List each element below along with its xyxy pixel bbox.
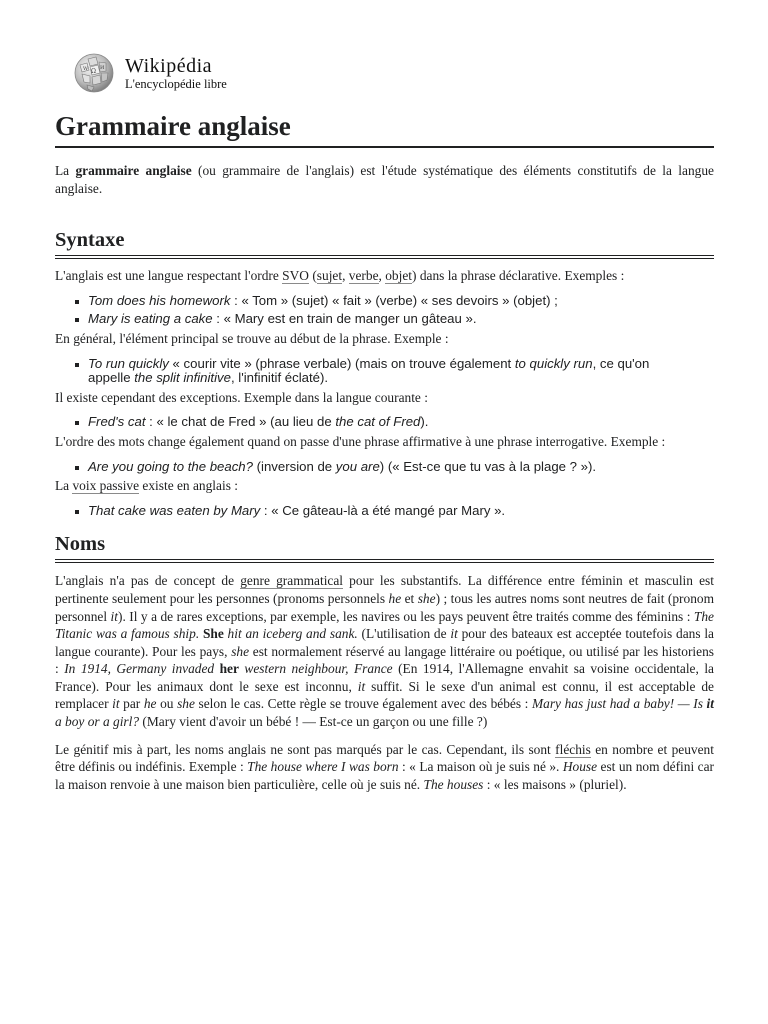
list-item: To run quickly « courir vite » (phrase verbale) (mais on trouve également to quickly run, ce qu'on appelle the split infinitive, l'infinitif éclaté). [88, 357, 694, 386]
article-content [55, 162, 714, 793]
link-voix-passive[interactable]: voix passive [72, 478, 140, 494]
svg-text:Ω: Ω [91, 68, 96, 75]
site-logo[interactable] [71, 51, 251, 96]
example-list-4 [55, 460, 714, 475]
list-item: Fred's cat : « le chat de Fred » (au lieu de the cat of Fred). [88, 415, 714, 430]
syntaxe-paragraph-1: L'anglais est une langue respectant l'ordre SVO (sujet, verbe, objet) dans la phrase déclarative. Exemples : [55, 268, 625, 284]
page-title: Grammaire anglaise [55, 109, 714, 148]
example-list-3 [55, 415, 714, 430]
syntaxe-paragraph-5: La voix passive existe en anglais : [55, 478, 238, 494]
link-verbe[interactable]: verbe [348, 268, 379, 284]
noms-paragraph-2: Le génitif mis à part, les noms anglais ne sont pas marqués par le cas. Cependant, ils sont fléchis en nombre et peuvent être définis ou indéfinis. Exemple : The house where I was born : « La maison où je suis né ». House est un nom défini car la maison renvoie à une maison bien particulière, celle où je suis né. The houses : « les maisons » (pluriel). [55, 741, 714, 792]
example-list-1 [55, 294, 714, 327]
link-flechis[interactable]: fléchis [555, 741, 591, 757]
site-tagline: L'encyclopédie libre [125, 77, 227, 91]
syntaxe-paragraph-3: Il existe cependant des exceptions. Exemple dans la langue courante : [55, 389, 428, 405]
syntaxe-paragraph-4: L'ordre des mots change également quand on passe d'une phrase affirmative à une phrase interrogative. Exemple : [55, 433, 666, 449]
wikipedia-globe-icon [71, 51, 117, 95]
list-item: Are you going to the beach? (inversion de you are) (« Est-ce que tu vas à la plage ? »). [88, 460, 714, 475]
site-wordmark: Wikipédia [125, 55, 212, 77]
list-item: Tom does his homework : « Tom » (sujet) « fait » (verbe) « ses devoirs » (objet) ; [88, 294, 714, 309]
section-heading-noms: Noms [55, 532, 714, 563]
syntaxe-paragraph-2: En général, l'élément principal se trouve au début de la phrase. Exemple : [55, 330, 449, 346]
noms-paragraph-1: L'anglais n'a pas de concept de genre grammatical pour les substantifs. La différence entre féminin et masculin est pertinente seulement pour les personnes (pronoms personnels he et she) ; tous les autres noms sont neutres de fait (pronom personnel it). Il y a de rares exceptions, par exemple, les navires ou les pays peuvent être traités comme des féminins : The Titanic was a famous ship. She hit an iceberg and sank. (L'utilisation de it pour des bateaux est acceptée toutefois dans la langue courante). Pour les pays, she est normalement réservé au langage littéraire ou poétique, ou utilisé par les historiens : In 1914, Germany invaded her western neighbour, France (En 1914, l'Allemagne envahit sa voisine occidentale, la France). Pour les animaux dont le sexe est inconnu, it suffit. Si le sexe d'un animal est connu, il est acceptable de remplacer it par he ou she selon le cas. Cette règle se trouve également avec des bébés : Mary has just had a baby! — Is it a boy or a girl? (Mary vient d'avoir un bébé ! — Est-ce un garçon ou une fille ?) [55, 573, 714, 730]
list-item: Mary is eating a cake : « Mary est en train de manger un gâteau ». [88, 312, 714, 327]
link-sujet[interactable]: sujet [316, 268, 343, 284]
link-svo[interactable]: SVO [282, 268, 309, 284]
link-objet[interactable]: objet [385, 268, 413, 284]
example-list-5 [55, 504, 714, 519]
intro-paragraph: La grammaire anglaise (ou grammaire de l'anglais) est l'étude systématique des éléments constitutifs de la langue anglaise. [55, 163, 714, 196]
svg-text:W: W [83, 66, 89, 72]
section-heading-syntaxe: Syntaxe [55, 228, 714, 259]
list-item: That cake was eaten by Mary : « Ce gâteau-là a été mangé par Mary ». [88, 504, 714, 519]
link-genre-grammatical[interactable]: genre grammatical [240, 573, 344, 589]
example-list-2 [55, 357, 714, 386]
bold-term: grammaire anglaise [75, 163, 192, 178]
svg-text:И: И [100, 65, 105, 71]
